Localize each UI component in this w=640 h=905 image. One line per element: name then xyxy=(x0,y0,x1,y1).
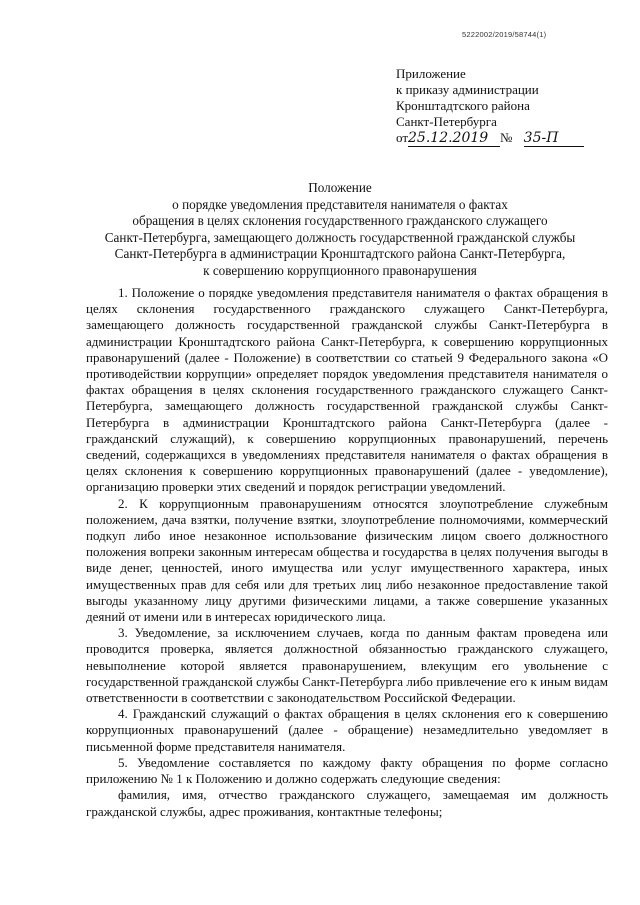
annex-district-line: Кронштадтского района xyxy=(396,98,530,113)
paragraph-3: 3. Уведомление, за исключением случаев, когда по данным фактам проведена или проводится проверка, является должностной обязанностью гражданского служащего, невыполнение которой является правонарушением, влекущим его увольнение с государственной гражданской службы Санкт-Петербурга либо привлечение его к иным видам ответственности в соответствии с законодательством Российской Федерации. xyxy=(86,625,608,706)
title-line: Санкт-Петербурга, замещающего должность государственной гражданской службы xyxy=(104,229,576,245)
title-heading: Положение xyxy=(308,180,372,195)
document-number: 5222002/2019/58744(1) xyxy=(462,30,547,39)
annex-title: Приложение xyxy=(396,66,466,81)
handwritten-number: 35-П xyxy=(524,130,584,147)
title-line: к совершению коррупционного правонарушения xyxy=(203,262,477,278)
annex-block xyxy=(396,66,616,147)
paragraph-4: 4. Гражданский служащий о фактах обращения в целях склонения его к совершению коррупционных правонарушений (далее - обращение) незамедлительно уведомляет в письменной форме представителя нанимателя. xyxy=(86,706,608,754)
handwritten-date: 25.12.2019 xyxy=(408,130,500,147)
annex-order-line: к приказу администрации xyxy=(396,82,539,97)
paragraph-6: фамилия, имя, отчество гражданского служащего, замещаемая им должность гражданской службы, адрес проживания, контактные телефоны; xyxy=(86,787,608,819)
date-prefix: от xyxy=(396,130,409,145)
paragraph-2: 2. К коррупционным правонарушениям относятся злоупотребление служебным положением, дача взятки, получение взятки, злоупотребление полномочиями, коммерческий подкуп либо иное незаконное использование физическим лицом своего должностного положения вопреки законным интересам общества и государства в целях получения выгоды в виде денег, ценностей, иного имущества или услуг имущественного характера, иных имущественных прав для себя или для третьих лиц либо незаконное предоставление такой выгоды указанному лицу другими физическими лицами, а также совершение указанных деяний от имени или в интересах юридического лица. xyxy=(86,495,608,625)
annex-city-line: Санкт-Петербурга xyxy=(396,114,497,129)
title-line: обращения в целях склонения государственного гражданского служащего xyxy=(132,213,548,229)
annex-date-number-line xyxy=(396,130,616,147)
document-body xyxy=(86,285,608,820)
number-prefix: № xyxy=(500,130,513,145)
paragraph-5: 5. Уведомление составляется по каждому факту обращения по форме согласно приложению № 1 к Положению и должно содержать следующие сведения: xyxy=(86,754,608,787)
document-title xyxy=(60,180,620,280)
title-line: Санкт-Петербурга в администрации Кронштадтского района Санкт-Петербурга, xyxy=(114,246,566,262)
paragraph-1: 1. Положение о порядке уведомления представителя нанимателя о фактах обращения в целях склонения государственного гражданского служащего Санкт-Петербурга, замещающего должность государственной гражданской службы Санкт-Петербурга в администрации Кронштадтского района Санкт-Петербурга, к совершению коррупционных правонарушений (далее - Положение) в соответствии со статьей 9 Федерального закона «О противодействии коррупции» определяет порядок уведомления представителя нанимателя о фактах обращения в целях склонения государственного гражданского служащего Санкт-Петербурга, замещающего должность государственной гражданской службы Санкт-Петербурга в администрации Кронштадтского района Санкт-Петербурга (далее - гражданский служащий), к совершению коррупционных правонарушений, перечень сведений, содержащихся в уведомлениях представителя нанимателя о фактах обращения в целях склонения к совершению коррупционных правонарушений (далее - уведомление), организацию проверки этих сведений и порядок регистрации уведомлений. xyxy=(86,285,608,495)
title-line: о порядке уведомления представителя нанимателя о фактах xyxy=(172,196,508,212)
